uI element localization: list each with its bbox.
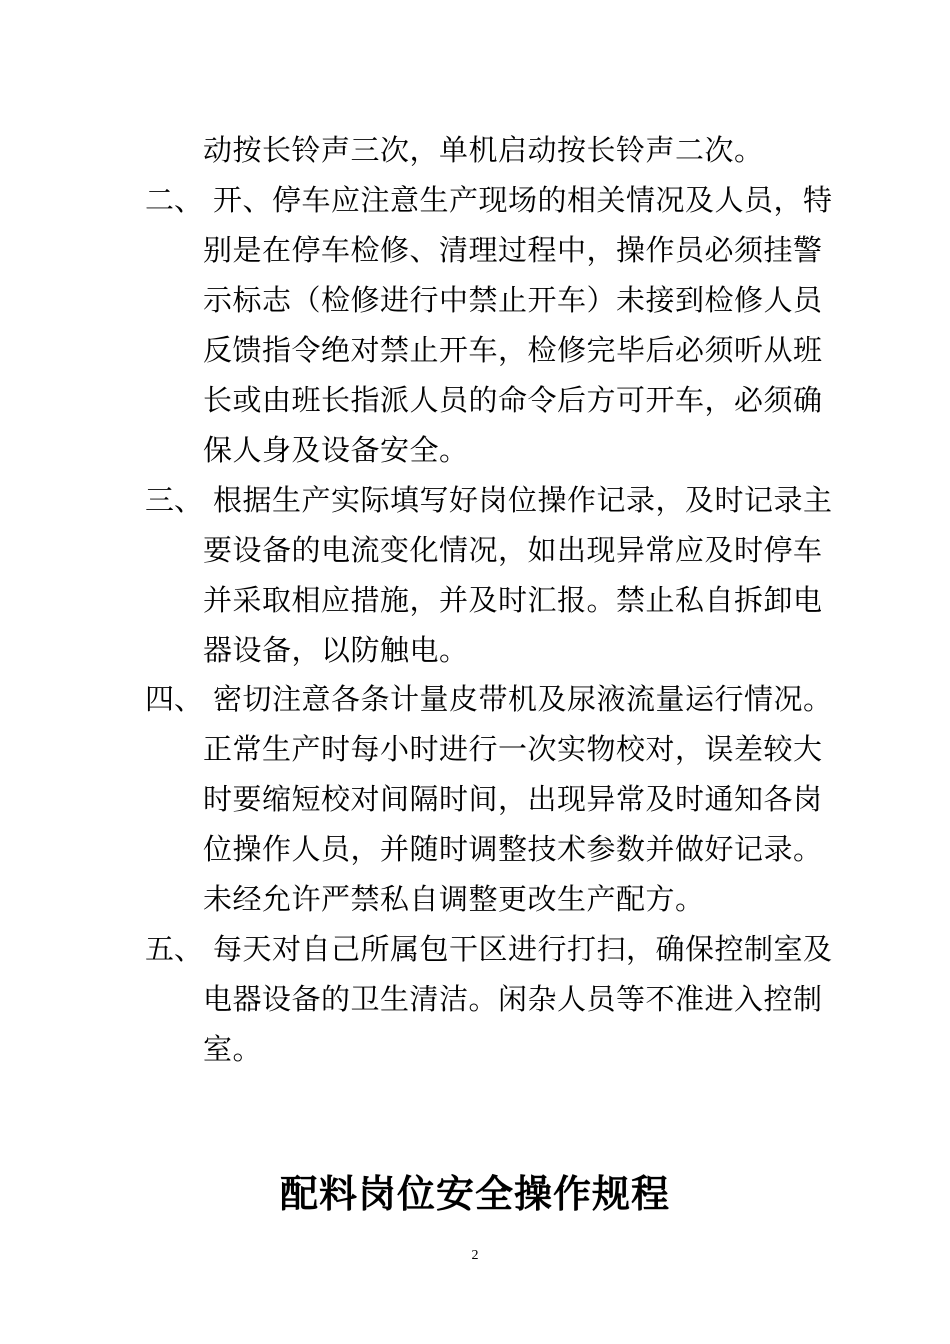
item-4-line-5: 未经允许严禁私自调整更改生产配方。 [203,882,705,916]
section-title: 配料岗位安全操作规程 [279,1172,670,1216]
item-number-2: 二、 [145,183,204,217]
item-3-line-2: 要设备的电流变化情况，如出现异常应及时停车 [203,533,823,567]
item-2-line-2: 别是在停车检修、清理过程中，操作员必须挂警 [203,233,823,267]
item-3-line-4: 器设备，以防触电。 [203,633,469,667]
item-2-line-1: 开、停车应注意生产现场的相关情况及人员，特 [213,183,833,217]
item-5-line-2: 电器设备的卫生清洁。闲杂人员等不准进入控制 [203,982,823,1016]
item-3-line-1: 根据生产实际填写好岗位操作记录，及时记录主 [213,483,833,517]
item-3-line-3: 并采取相应措施，并及时汇报。禁止私自拆卸电 [203,583,823,617]
item-5-line-1: 每天对自己所属包干区进行打扫，确保控制室及 [213,932,833,966]
item-4-line-1: 密切注意各条计量皮带机及尿液流量运行情况。 [213,682,833,716]
item-2-line-3: 示标志（检修进行中禁止开车）未接到检修人员 [203,283,823,317]
item-number-5: 五、 [145,932,204,966]
item-5-line-3: 室。 [203,1032,263,1066]
page-number: 2 [471,1248,479,1263]
item-2-line-6: 保人身及设备安全。 [203,433,469,467]
item-4-line-2: 正常生产时每小时进行一次实物校对，误差较大 [203,732,823,766]
item-number-3: 三、 [145,483,204,517]
item-2-line-4: 反馈指令绝对禁止开车，检修完毕后必须听从班 [203,333,823,367]
item-2-line-5: 长或由班长指派人员的命令后方可开车，必须确 [203,383,823,417]
item-4-line-3: 时要缩短校对间隔时间，出现异常及时通知各岗 [203,782,823,816]
item-number-4: 四、 [145,682,204,716]
continuation-line: 动按长铃声三次，单机启动按长铃声二次。 [203,133,764,167]
item-4-line-4: 位操作人员，并随时调整技术参数并做好记录。 [203,832,823,866]
